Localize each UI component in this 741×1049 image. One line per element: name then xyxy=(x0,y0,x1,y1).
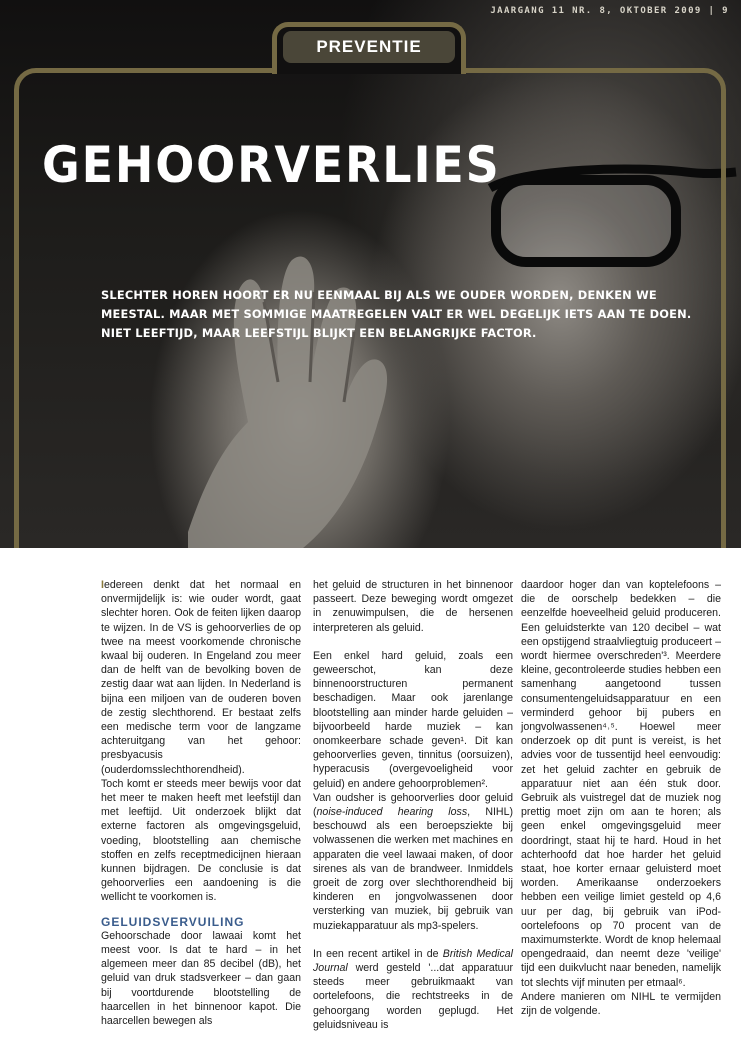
body-column-2 xyxy=(313,578,513,1032)
paragraph: Iedereen denkt dat het normaal en onvermijdelijk is: wie ouder wordt, gaat slechter horen. Ook de feiten lijken daarop te wijzen. In de VS is gehoorverlies de op twee na meest voorkomende chronische kwaal bij ouderen. In Engeland zou meer dan de helft van de bevolking boven de zestig daar wat aan lijden. In Nederland is bijna een miljoen van de ouderen boven de zestig slechthorend. Er bestaat zelfs een medische term voor de langzame achteruitgang van het gehoor: presbyacusis (ouderdomsslechthorendheid). xyxy=(101,579,301,776)
section-label: PREVENTIE xyxy=(316,37,422,56)
paragraph: Andere manieren om NIHL te vermijden zijn de volgende. xyxy=(521,990,721,1018)
article-lead: SLECHTER HOREN HOORT ER NU EENMAAL BIJ ALS WE OUDER WORDEN, DENKEN WE MEESTAL. MAAR MET SOMMIGE MAATREGELEN VALT ER WEL DEGELIJK IETS AAN TE DOEN. NIET LEEFTIJD, MAAR LEEFSTIJL BLIJKT EEN BELANGRIJKE FACTOR. xyxy=(101,288,692,340)
body-column-1 xyxy=(101,578,301,1028)
paragraph: het geluid de structuren in het binnenoor passeert. Deze beweging wordt omgezet in zenuwimpulsen, die de hersenen interpreteren als geluid. xyxy=(313,579,513,634)
paragraph: Toch komt er steeds meer bewijs voor dat het meer te maken heeft met leefstijl dan met leeftijd. Uit onderzoek blijkt dat externe factoren als omgevingsgeluid, voeding, blootstelling aan chemische stoffen en zelfs receptmedicijnen hieraan kunnen bijdragen. De conclusie is dat gehoorverlies een aandoening is die wellicht te voorkomen is. xyxy=(101,777,301,904)
paragraph: In een recent artikel in de British Medical Journal werd gesteld '...dat apparatuur steeds meer gebruikmaakt van oortelefoons, die rechtstreeks in de gehoorgang worden geplugd. Het geluidsniveau is xyxy=(313,947,513,1031)
page-folio: JAARGANG 11 NR. 8, OKTOBER 2009 | 9 xyxy=(490,6,729,16)
body-column-3 xyxy=(521,578,721,1018)
article-title: GEHOORVERLIES xyxy=(42,136,501,194)
drop-cap: I xyxy=(101,579,104,591)
paragraph: daardoor hoger dan van koptelefoons – die de oorschelp bedekken – die eenzelfde hoeveelheid geluid produceren. Een geluidsterkte van 120 decibel – wat een opstijgend straalvliegtuig produceert – wordt hiermee overschreden'³. Meerdere kleine, gecontroleerde studies hebben een samenhang aangetoond tussen consumentengeluidsapparatuur en een verminderd gehoor bij pubers en jongvolwassenen⁴˒⁵. Hoewel meer onderzoek op dit punt is vereist, is het advies voor de tussentijd heel eenvoudig: zet het geluid zachter en gebruik de apparatuur niet aan één stuk door. Gebruik als vuistregel dat de muziek nog prettig moet zijn om aan te horen; als geen enkel omgevingsgeluid meer doordringt, staat hij te hard. Houd in het achterhoofd dat hoe harder het geluid staat, hoe korter ernaar geluisterd moet worden. Amerikaanse onderzoekers hebben een veilige limiet gesteld op 4,6 uur per dag, bij gebruik van iPod-oortelefoons op 70 procent van de maximumsterkte. Wordt de knop helemaal opengedraaid, dan neemt deze 'veilige' tijd een duikvlucht naar beneden, namelijk tot slechts vijf minuten per etmaal⁶. xyxy=(521,579,721,989)
paragraph: Gehoorschade door lawaai komt het meest voor. Is dat te hard – in het algemeen meer dan 85 decibel (dB), het geluid van druk stadsverkeer – dan gaan bij voortdurende blootstelling de haarcellen in het binnenoor kapot. Die haarcellen bewegen als xyxy=(101,929,301,1028)
paragraph: Van oudsher is gehoorverlies door geluid (noise-induced hearing loss, NIHL) beschouwd als een beroepsziekte bij volwassenen die werken met machines en apparaten die veel lawaai maken, of door sirenes als van de brandweer. Inmiddels groeit de zorg over slechthorendheid bij kinderen en jongvolwassenen door versterking van muziek, bij gebruik van muziekapparatuur als mp3-spelers. xyxy=(313,791,513,932)
subheading: GELUIDSVERVUILING xyxy=(101,914,245,929)
paragraph: Een enkel hard geluid, zoals een geweerschot, kan deze binnenoorstructuren permanent beschadigen. Maar ook jarenlange blootstelling aan minder harde geluiden – bijvoorbeeld harde muziek – kan onomkeerbare schade geven¹. Dit kan gehoorverlies geven, tinnitus (oorsuizen), hyperacusis (overgevoeligheid voor geluid) en andere gehoorproblemen². xyxy=(313,649,513,790)
